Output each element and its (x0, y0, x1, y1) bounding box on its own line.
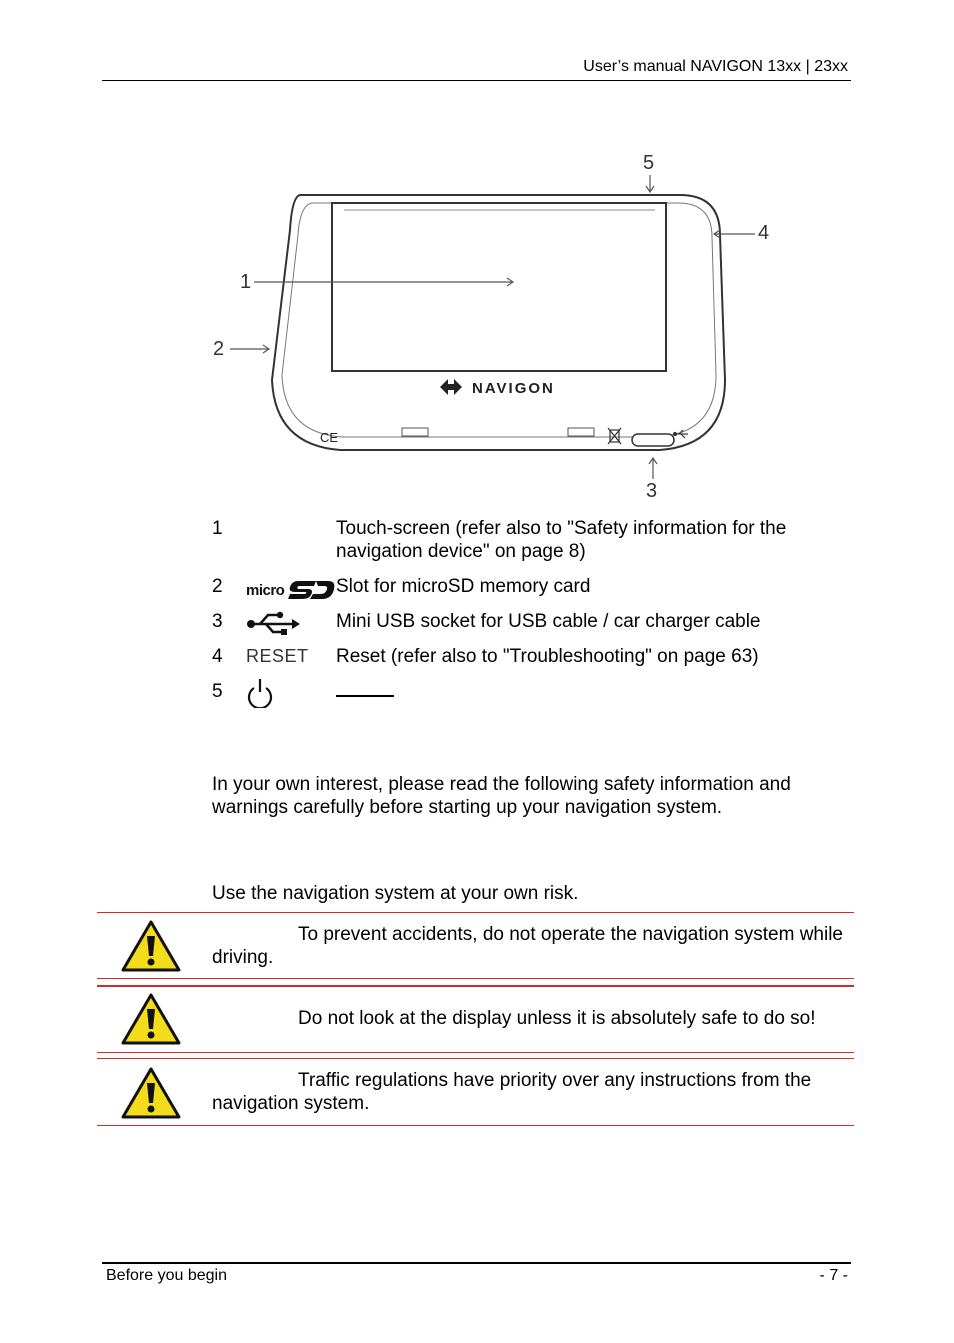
page-number: - 7 - (819, 1267, 848, 1284)
microsd-icon (246, 575, 336, 603)
warning-triangle-icon (121, 920, 181, 972)
legend-row-1 (212, 517, 852, 567)
legend-number: 1 (212, 518, 223, 539)
warning-rule-bottom (97, 1125, 854, 1126)
svg-text:micro: micro (246, 582, 285, 599)
warning-text: Do not look at the display unless it is absolutely safe to do so! (298, 1008, 816, 1029)
legend-text: Slot for microSD memory card (336, 576, 591, 597)
legend-row-5 (212, 680, 852, 710)
warning-rule-top (97, 1058, 854, 1059)
weee-bin-icon (608, 428, 621, 444)
legend-text: Mini USB socket for USB cable / car charger cable (336, 611, 761, 632)
warning-block-2 (97, 985, 854, 1055)
brand-label: NAVIGON (472, 380, 555, 397)
warning-block-3 (97, 1058, 854, 1128)
legend-text: Reset (refer also to "Troubleshooting" on page 63) (336, 646, 759, 667)
legend-number: 5 (212, 681, 223, 702)
legend-number: 3 (212, 611, 223, 632)
usb-port (632, 434, 674, 446)
svg-text:1: 1 (240, 271, 252, 293)
warning-rule-top (97, 985, 854, 987)
legend-row-3 (212, 610, 852, 638)
warning-rule-bottom (97, 978, 854, 979)
svg-text:5: 5 (643, 152, 655, 174)
underline-blank (336, 683, 394, 697)
footer-section-title: Before you begin (106, 1267, 227, 1284)
usb-icon (246, 610, 336, 638)
risk-paragraph: Use the navigation system at your own risk. (212, 883, 579, 904)
ce-mark: CE (320, 430, 339, 445)
power-icon (246, 674, 336, 708)
warning-triangle-icon (121, 1067, 181, 1119)
legend-row-2 (212, 575, 852, 603)
legend-number: 2 (212, 576, 223, 597)
reset-icon: RESET (246, 646, 309, 666)
legend-number: 4 (212, 646, 223, 667)
warning-triangle-icon (121, 993, 181, 1045)
warning-rule-top (97, 912, 854, 913)
running-header: User’s manual NAVIGON 13xx | 23xx (583, 58, 848, 75)
legend-text (336, 680, 836, 703)
legend-row-4 (212, 645, 852, 673)
header-rule (102, 80, 851, 81)
svg-text:4: 4 (758, 222, 770, 244)
footer-rule (102, 1262, 851, 1264)
warning-block-1 (97, 912, 854, 982)
warning-text: To prevent accidents, do not operate the navigation system while driving. (212, 924, 843, 968)
svg-text:3: 3 (646, 480, 658, 502)
intro-paragraph: In your own interest, please read the following safety information and warnings carefully before starting up your navigation system. (212, 774, 791, 818)
touch-screen (332, 203, 666, 371)
warning-rule-bottom (97, 1052, 854, 1053)
warning-text: Traffic regulations have priority over any instructions from the navigation system. (212, 1070, 812, 1114)
svg-text:2: 2 (213, 338, 225, 360)
device-diagram (200, 145, 800, 505)
legend-text: Touch-screen (refer also to "Safety information for the navigation device" on page 8) (336, 518, 787, 562)
